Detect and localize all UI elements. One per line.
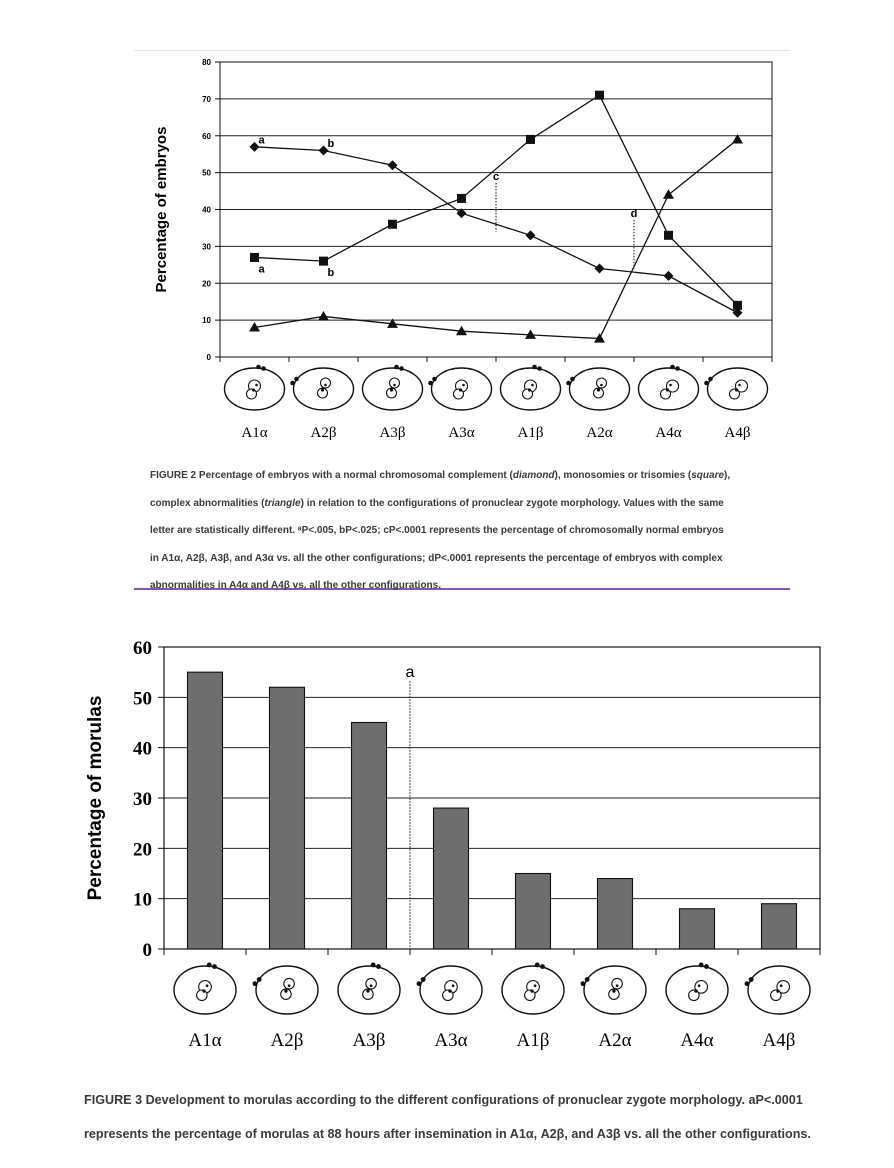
nucleolus [738, 384, 741, 387]
data-point-square [664, 231, 673, 240]
pronucleus [777, 981, 790, 994]
nucleolus [393, 384, 396, 387]
pronucleus [695, 981, 708, 994]
nucleolus [255, 384, 258, 387]
y-tick-label: 70 [202, 94, 211, 104]
x-tick-label: A2α [598, 1030, 632, 1051]
data-point-square [388, 220, 397, 229]
zygote-icon [502, 963, 564, 1014]
y-tick-label: 0 [142, 940, 152, 961]
polar-body [566, 381, 571, 386]
polar-body [704, 964, 709, 969]
nucleolus [694, 989, 697, 992]
caption-emphasis: square [691, 470, 725, 481]
nucleolus [776, 989, 779, 992]
data-point-diamond [388, 160, 398, 170]
nucleolus [284, 989, 287, 992]
polar-body [394, 365, 399, 370]
nucleolus [462, 384, 465, 387]
y-tick-label: 20 [133, 839, 152, 861]
nucleolus [390, 388, 393, 391]
polar-body [207, 963, 212, 968]
figure-2-caption-line-4: in A1α, A2β, A3β, and A3α vs. all the other configurations; dP<.0001 represents the percentage of embryos with complex [150, 552, 723, 564]
bar [680, 909, 715, 949]
nucleolus [452, 984, 455, 987]
nucleolus [531, 384, 534, 387]
pronucleus [689, 990, 700, 1001]
pronucleus [363, 989, 374, 1000]
nucleolus [288, 984, 291, 987]
polar-body [535, 963, 540, 968]
zygote-icon [290, 368, 353, 410]
nucleolus [698, 984, 701, 987]
nucleolus [669, 384, 672, 387]
y-tick-label: 80 [202, 58, 211, 67]
zygote-icon [581, 966, 646, 1014]
figure-2-caption-line-5: abnormalities in A4α and A4β vs. all the other configurations. [150, 580, 442, 591]
nucleolus [321, 388, 324, 391]
annotation-letter: a [258, 263, 265, 276]
x-tick-label: A4α [655, 425, 682, 441]
x-tick-label: A4β [724, 425, 751, 441]
polar-body [704, 381, 709, 386]
bar [516, 874, 551, 950]
annotation-letter: b [327, 267, 335, 280]
data-point-square [319, 257, 328, 266]
zygote-icon [338, 963, 400, 1014]
polar-body [212, 964, 217, 969]
nucleolus [206, 984, 209, 987]
pronucleus [443, 990, 454, 1001]
zygote-icon [225, 365, 285, 410]
y-tick-label: 60 [133, 638, 152, 659]
pronucleus [612, 978, 623, 989]
y-tick-label: 40 [133, 738, 152, 760]
nucleolus [370, 984, 373, 987]
zygote-outline [174, 966, 236, 1014]
pronucleus [597, 378, 607, 388]
y-tick-label: 30 [202, 242, 211, 252]
zygote-outline [666, 966, 728, 1014]
x-tick-label: A3α [448, 425, 475, 441]
caption-text: complex abnormalities ( [150, 497, 265, 509]
polar-body [537, 366, 542, 371]
x-tick-label: A2β [310, 425, 337, 441]
polar-body [428, 381, 433, 386]
caption-text: ) in relation to the configurations of pronuclear zygote morphology. Values with the same [300, 497, 724, 509]
y-tick-label: 0 [206, 353, 211, 362]
y-axis-label: Percentage of morulas [85, 695, 106, 901]
nucleolus [202, 989, 205, 992]
y-tick-label: 50 [133, 688, 152, 710]
pronucleus [321, 378, 331, 388]
nucleolus [459, 388, 462, 391]
polar-body [417, 981, 422, 986]
pronucleus [771, 990, 782, 1001]
nucleolus [324, 384, 327, 387]
zygote-icon [666, 963, 728, 1014]
data-point-square [595, 91, 604, 100]
y-axis-label: Percentage of embryos [153, 126, 170, 293]
pronucleus [527, 981, 540, 994]
polar-body [432, 377, 437, 382]
nucleolus [366, 989, 369, 992]
y-tick-label: 20 [202, 279, 211, 289]
nucleolus [448, 989, 451, 992]
zygote-outline [502, 966, 564, 1014]
zygote-icon [745, 966, 810, 1014]
pronucleus [284, 978, 295, 989]
y-tick-label: 10 [133, 889, 152, 911]
nucleolus [252, 388, 255, 391]
x-tick-label: A2α [586, 425, 613, 441]
zygote-icon [363, 365, 423, 410]
x-tick-label: A1α [241, 425, 268, 441]
pronucleus [609, 989, 620, 1000]
annotation-letter: c [492, 171, 500, 183]
data-point-square [457, 194, 466, 203]
plot-frame [164, 647, 820, 949]
polar-body [257, 977, 262, 982]
polar-body [585, 977, 590, 982]
figure-2-caption [150, 462, 780, 600]
zygote-outline [748, 966, 810, 1014]
pronucleus [281, 989, 292, 1000]
x-tick-label: A3β [379, 425, 406, 441]
x-tick-label: A1β [516, 1030, 550, 1051]
x-tick-label: A3α [434, 1030, 468, 1051]
x-tick-label: A4β [762, 1030, 796, 1051]
zygote-outline [338, 966, 400, 1014]
polar-body [421, 977, 426, 982]
pronucleus [525, 990, 536, 1001]
figure-2-caption-line-2 [150, 490, 780, 518]
polar-body [581, 981, 586, 986]
caption-text: FIGURE 2 Percentage of embryos with a normal chromosomal complement ( [150, 470, 513, 481]
bar [188, 672, 223, 949]
zygote-outline [584, 966, 646, 1014]
nucleolus [534, 984, 537, 987]
y-tick-label: 60 [202, 131, 211, 141]
nucleolus [600, 384, 603, 387]
zygote-icon [253, 966, 318, 1014]
x-tick-label: A1α [188, 1030, 222, 1051]
nucleolus [616, 984, 619, 987]
polar-body [261, 366, 266, 371]
figure-2-caption-line-3: letter are statistically different. ᵃP<.005, bP<.025; cP<.0001 represents the percentage of chromosomally normal embryos [150, 525, 724, 536]
zygote-icon [428, 368, 491, 410]
data-point-diamond [664, 271, 674, 281]
data-point-triangle [663, 189, 674, 199]
polar-body [290, 381, 295, 386]
zygote-icon [639, 365, 699, 410]
bar [434, 808, 469, 949]
annotation-letter: a [405, 664, 415, 682]
nucleolus [528, 388, 531, 391]
x-tick-label: A3β [352, 1030, 386, 1051]
zygote-icon [174, 963, 236, 1014]
polar-body [708, 377, 713, 382]
polar-body [749, 977, 754, 982]
caption-text: ), [724, 470, 731, 481]
polar-body [570, 377, 575, 382]
annotation-letter: a [258, 134, 265, 147]
caption-text: ), monosomies or trisomies ( [554, 470, 692, 481]
caption-emphasis: diamond [512, 470, 555, 481]
zygote-outline [256, 966, 318, 1014]
zygote-icon [566, 368, 629, 410]
zygote-icon [501, 365, 561, 410]
polar-body [376, 964, 381, 969]
polar-body [745, 981, 750, 986]
pronucleus [199, 981, 212, 994]
x-tick-label: A4α [680, 1030, 714, 1051]
y-tick-label: 50 [202, 168, 211, 178]
annotation-letter: d [630, 207, 638, 220]
polar-body [670, 365, 675, 370]
data-point-square [526, 135, 535, 144]
data-point-square [250, 253, 259, 262]
pronucleus [366, 978, 377, 989]
bar [270, 687, 305, 949]
polar-body [540, 964, 545, 969]
bar [762, 904, 797, 949]
zygote-outline [420, 966, 482, 1014]
pronucleus [445, 981, 458, 994]
polar-body [371, 963, 376, 968]
annotation-letter: b [327, 138, 335, 151]
polar-body [532, 365, 537, 370]
zygote-icon [417, 966, 482, 1014]
y-tick-label: 10 [202, 316, 211, 326]
x-tick-label: A2β [270, 1030, 304, 1051]
polar-body [256, 365, 261, 370]
nucleolus [780, 984, 783, 987]
zygote-icon [704, 368, 767, 410]
data-point-diamond [595, 264, 605, 274]
pronucleus [197, 990, 208, 1001]
figure-3-caption [84, 1083, 890, 1151]
figure-2-caption-line-1 [150, 462, 780, 490]
figure-3-caption-line-2: represents the percentage of morulas at 88 hours after insemination in A1α, A2β, and A3β vs. all the other configurations. [84, 1127, 811, 1141]
y-tick-label: 40 [202, 205, 211, 215]
nucleolus [612, 989, 615, 992]
nucleolus [597, 388, 600, 391]
polar-body [675, 366, 680, 371]
nucleolus [735, 388, 738, 391]
bar [598, 879, 633, 949]
polar-body [699, 963, 704, 968]
data-point-triangle [318, 311, 329, 321]
polar-body [253, 981, 258, 986]
pronucleus [390, 378, 400, 388]
figure-3-caption-line-1: FIGURE 3 Development to morulas according to the different configurations of pronuclear zygote morphology. aP<.0001 [84, 1093, 803, 1107]
nucleolus [530, 989, 533, 992]
figure-2-chart [0, 0, 894, 460]
bar [352, 723, 387, 950]
data-point-diamond [526, 230, 536, 240]
nucleolus [666, 388, 669, 391]
y-tick-label: 30 [133, 789, 152, 810]
polar-body [399, 366, 404, 371]
polar-body [294, 377, 299, 382]
caption-emphasis: triangle [264, 497, 301, 509]
x-tick-label: A1β [517, 425, 544, 441]
data-point-square [733, 301, 742, 310]
